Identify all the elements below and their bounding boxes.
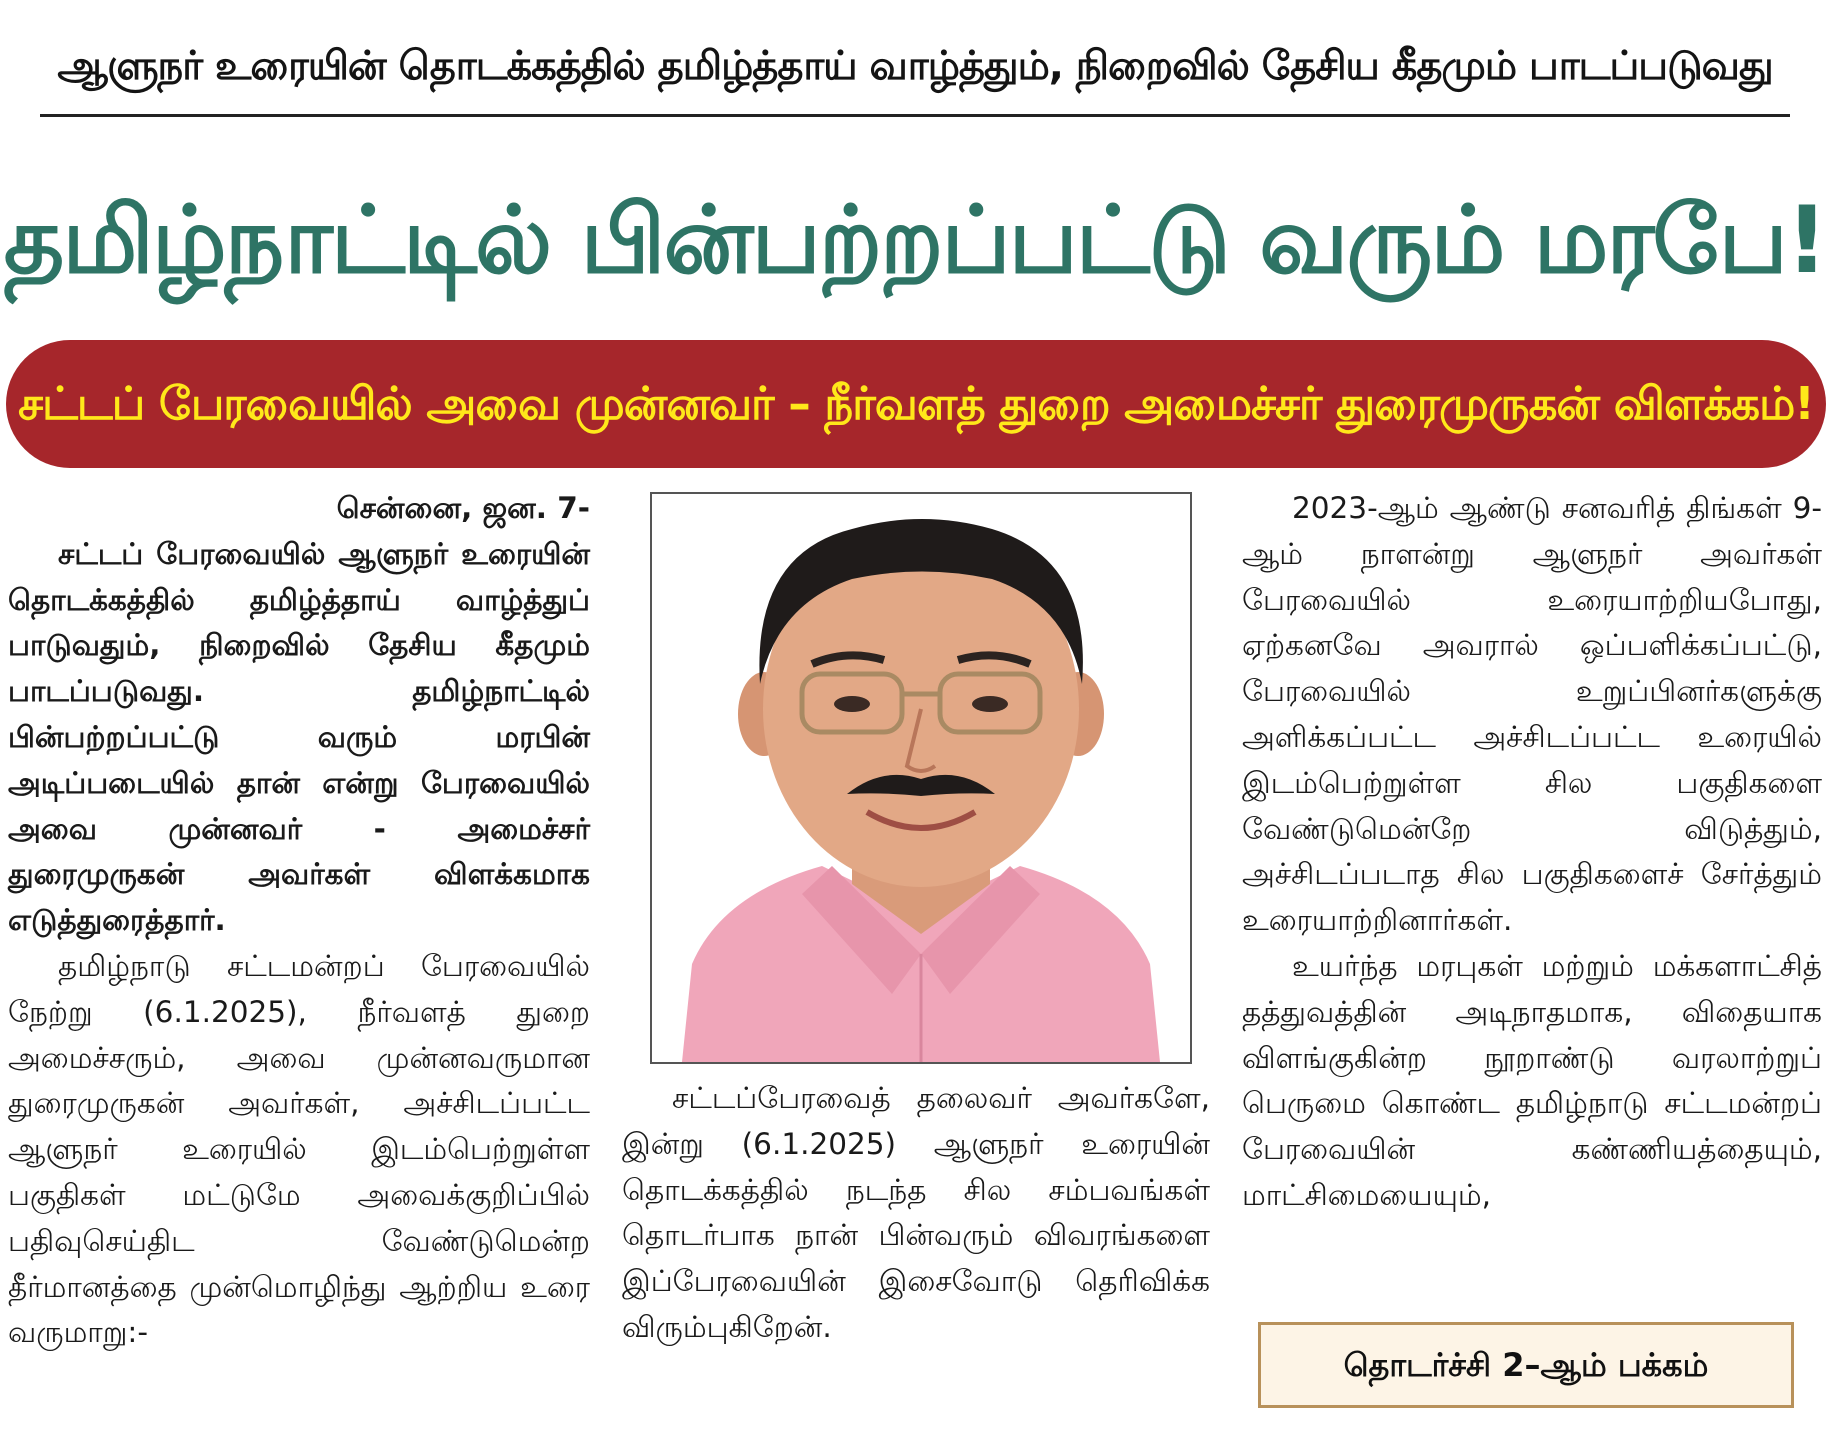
article-paragraph: 2023-ஆம் ஆண்டு சனவரித் திங்கள் 9-ஆம் நாளன்று ஆளுநர் அவர்கள் பேரவையில் உரையாற்றியபோது, ஏற்கனவே அவரால் ஒப்பளிக்கப்பட்டு, பேரவையில் உறுப்பினர்களுக்கு அளிக்கப்பட்ட அச்சிடப்பட்ட உரையில் இடம்பெற்றுள்ள சில பகுதிகளை வேண்டுமென்றே விடுத்தும், அச்சிடப்படாத சில பகுதிகளைச் சேர்த்தும் உரையாற்றினார்கள். bbox=[1242, 491, 1822, 938]
portrait-illustration bbox=[652, 494, 1190, 1062]
minister-photo bbox=[650, 492, 1192, 1064]
dateline: சென்னை, ஜன. 7- bbox=[336, 491, 590, 525]
subheadline-banner: சட்டப் பேரவையில் அவை முன்னவர் – நீர்வளத் துறை அமைச்சர் துரைமுருகன் விளக்கம்! bbox=[6, 340, 1826, 468]
article-column-right bbox=[1242, 486, 1822, 1219]
kicker-headline: ஆளுநர் உரையின் தொடக்கத்தில் தமிழ்த்தாய் வாழ்த்தும், நிறைவில் தேசிய கீதமும் பாடப்படுவது bbox=[57, 43, 1773, 89]
main-headline: தமிழ்நாட்டில் பின்பற்றப்பட்டு வரும் மரபே! bbox=[3, 186, 1827, 294]
article-paragraph: உயர்ந்த மரபுகள் மற்றும் மக்களாட்சித் தத்துவத்தின் அடிநாதமாக, விதையாக விளங்குகின்ற நூறாண்டு வரலாற்றுப் பெருமை கொண்ட தமிழ்நாடு சட்டமன்றப் பேரவையின் கண்ணியத்தையும், மாட்சிமையையும், bbox=[1242, 948, 1822, 1212]
article-paragraph: சட்டப்பேரவைத் தலைவர் அவர்களே, இன்று (6.1.2025) ஆளுநர் உரையின் தொடக்கத்தில் நடந்த சில சம்பவங்கள் தொடர்பாக நான் பின்வரும் விவரங்களை இப்பேரவையின் இசைவோடு தெரிவிக்க விரும்புகிறேன். bbox=[622, 1081, 1210, 1344]
kicker-underline bbox=[40, 114, 1790, 117]
article-lead: சட்டப் பேரவையில் ஆளுநர் உரையின் தொடக்கத்தில் தமிழ்த்தாய் வாழ்த்துப் பாடுவதும், நிறைவில் தேசிய கீதமும் பாடப்படுவது. தமிழ்நாட்டில் பின்பற்றப்பட்டு வரும் மரபின் அடிப்படையில் தான் என்று பேரவையில் அவை முன்னவர் - அமைச்சர் துரைமுருகன் அவர்கள் விளக்கமாக எடுத்துரைத்தார். bbox=[8, 536, 590, 938]
article-column-middle bbox=[622, 1076, 1210, 1351]
continued-on-page-box: தொடர்ச்சி 2–ஆம் பக்கம் bbox=[1258, 1322, 1794, 1408]
article-paragraph: தமிழ்நாடு சட்டமன்றப் பேரவையில் நேற்று (6.1.2025), நீர்வளத் துறை அமைச்சரும், அவை முன்னவருமான துரைமுருகன் அவர்கள், அச்சிடப்பட்ட ஆளுநர் உரையில் இடம்பெற்றுள்ள பகுதிகள் மட்டுமே அவைக்குறிப்பில் பதிவுசெய்திட வேண்டுமென்ற தீர்மானத்தை முன்மொழிந்து ஆற்றிய உரை வருமாறு:- bbox=[8, 948, 590, 1350]
article-column-left bbox=[8, 486, 590, 1356]
